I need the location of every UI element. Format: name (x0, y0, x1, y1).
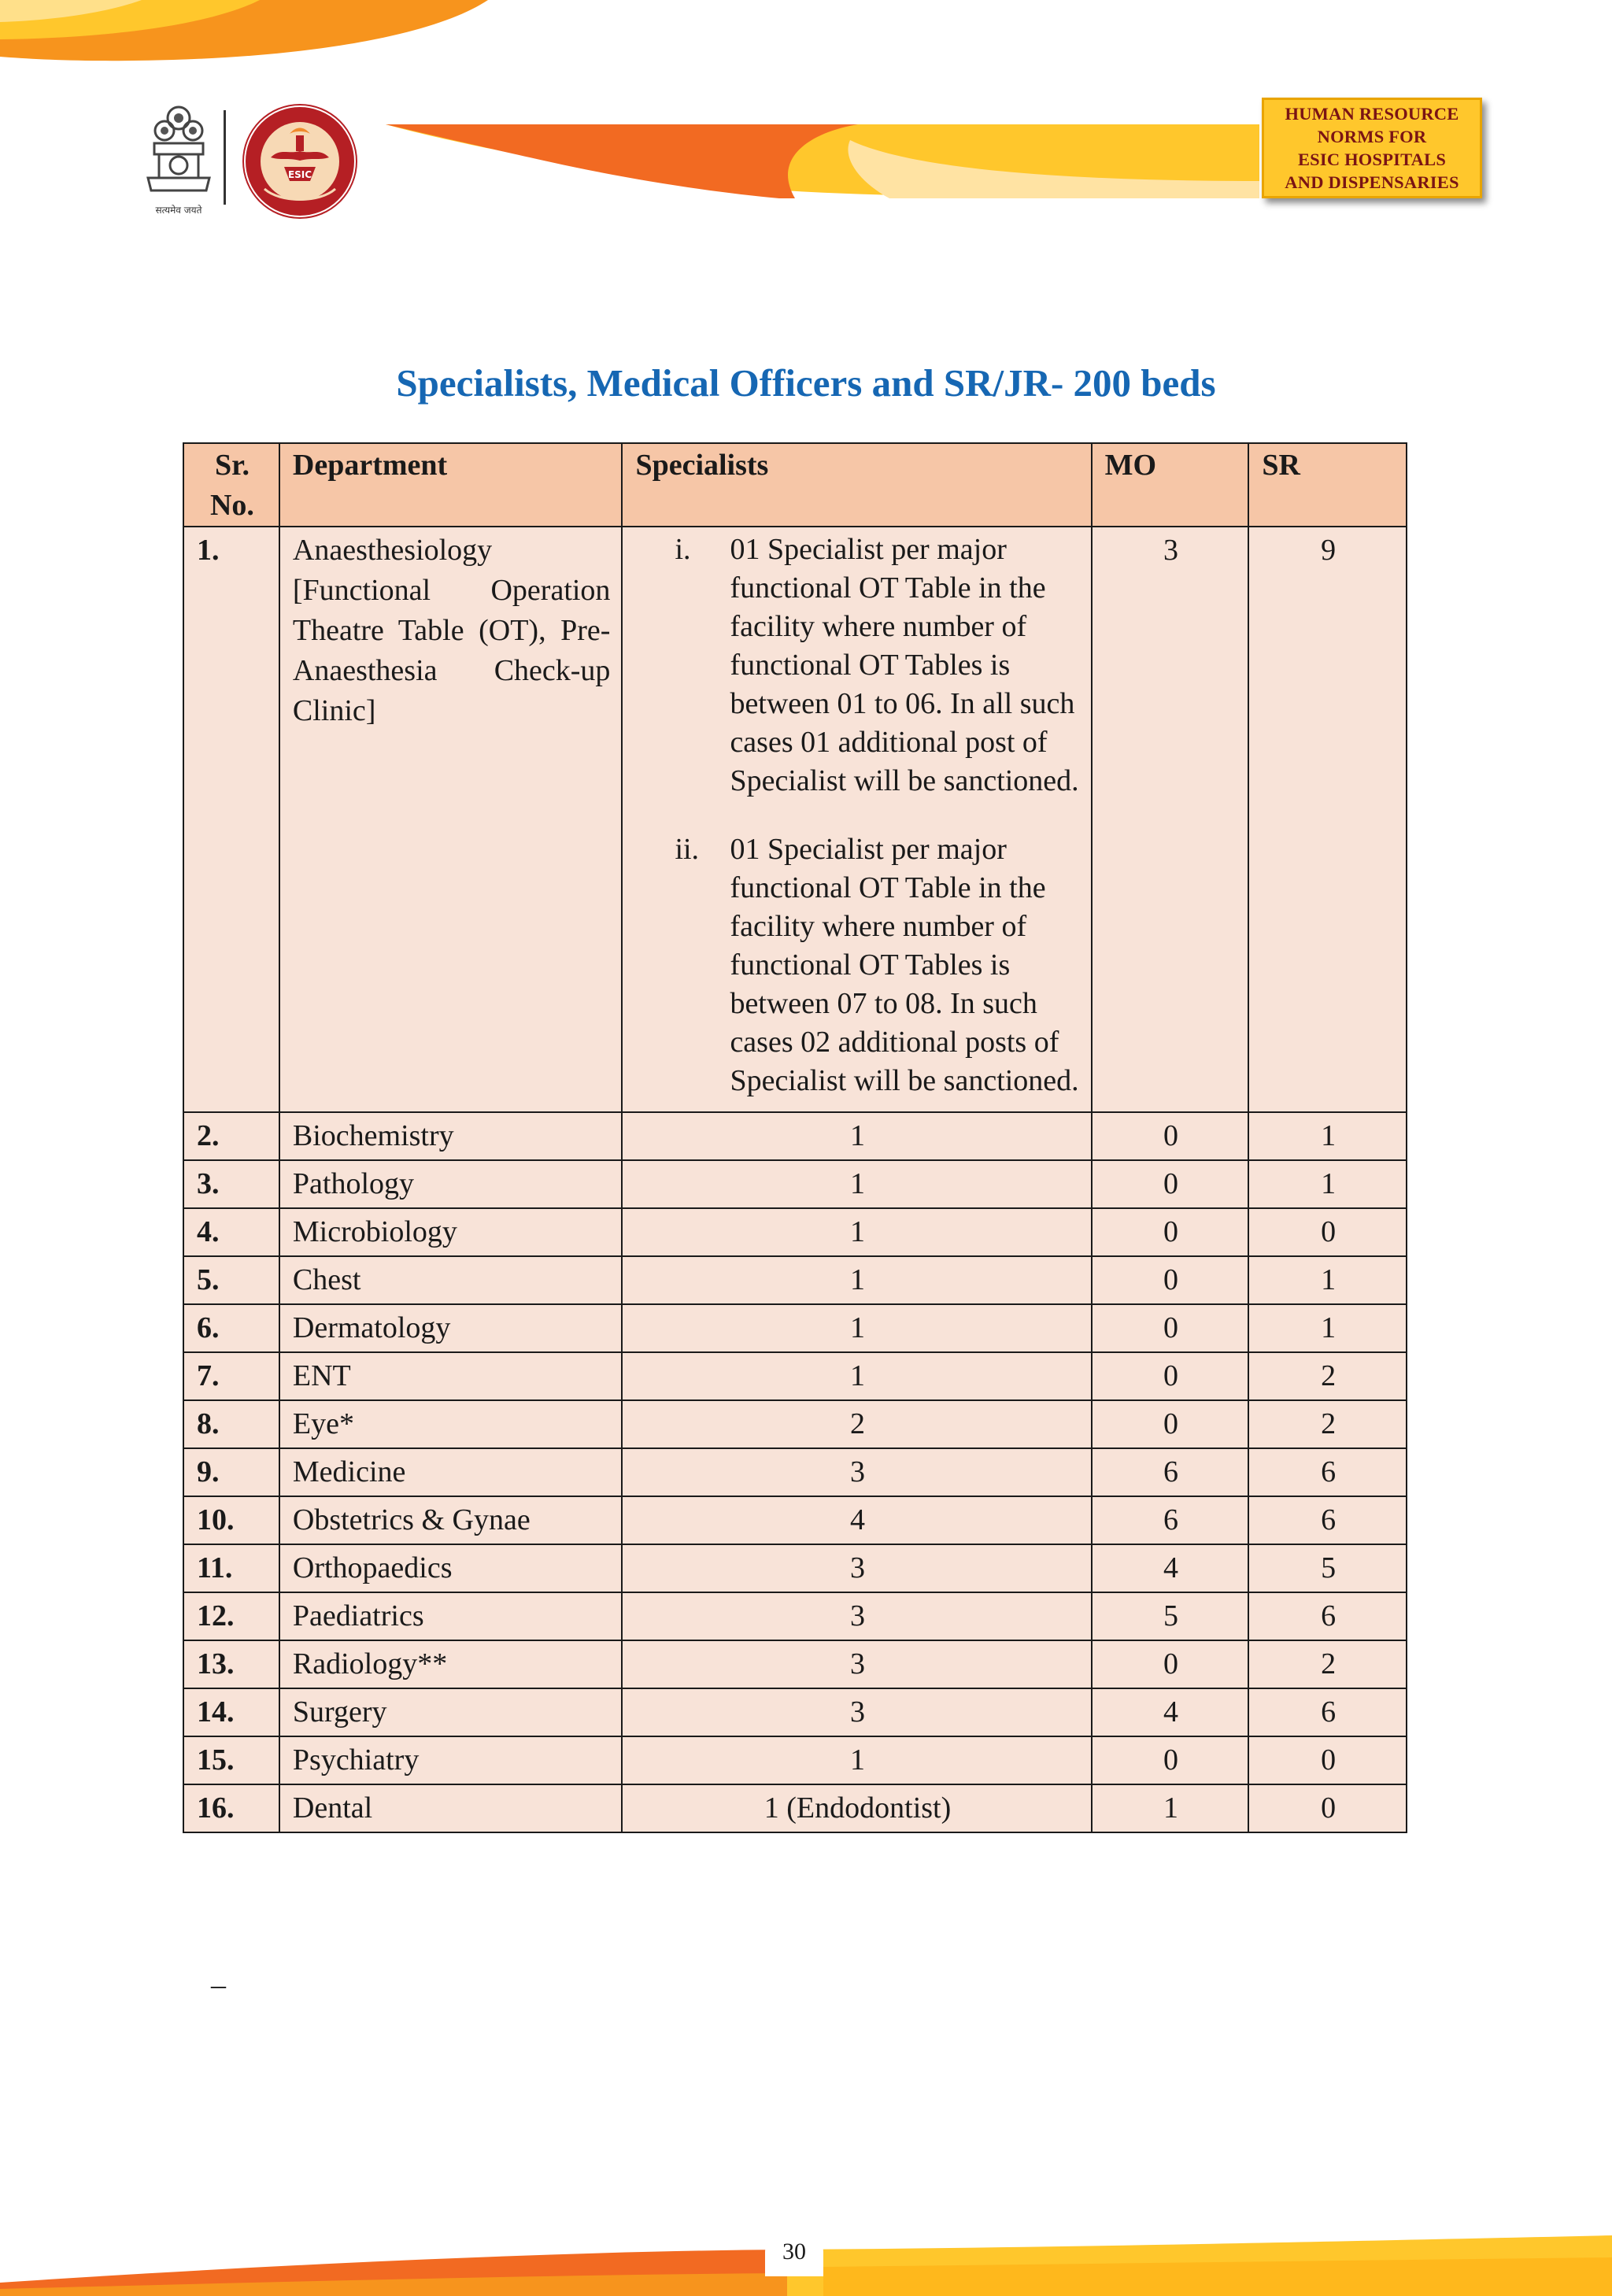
row-sr-no: 14. (183, 1688, 279, 1736)
row-sr-no: 3. (183, 1160, 279, 1208)
row-sr: 0 (1248, 1736, 1407, 1784)
row-department: Eye* (279, 1400, 623, 1448)
row-department: Psychiatry (279, 1736, 623, 1784)
header-sr: SR (1248, 443, 1407, 527)
row-sr-no: 2. (183, 1112, 279, 1160)
row-sr-no: 1. (183, 527, 279, 1112)
logo-divider (224, 110, 226, 205)
list-text: 01 Specialist per major functional OT Table in the facility where number of functional OT Tables is between 01 to 06. In all such cases 01 additional post of Specialist will be sanctioned. (730, 533, 1079, 797)
row-department: Paediatrics (279, 1592, 623, 1640)
header-sr-no: Sr. No. (183, 443, 279, 527)
row-department: Biochemistry (279, 1112, 623, 1160)
row-mo: 0 (1092, 1736, 1249, 1784)
table-row (183, 1784, 1407, 1832)
specialist-rules-list (635, 531, 1079, 1100)
national-emblem-icon (143, 102, 214, 203)
row-sr: 6 (1248, 1688, 1407, 1736)
row-mo: 0 (1092, 1400, 1249, 1448)
list-item (635, 830, 1079, 1100)
row-department: Radiology** (279, 1640, 623, 1688)
row-specialists: 2 (622, 1400, 1091, 1448)
row-specialists: 1 (622, 1208, 1091, 1256)
row-specialists: 3 (622, 1688, 1091, 1736)
document-series-badge (1262, 98, 1482, 198)
badge-line: NORMS FOR (1317, 127, 1427, 146)
table-row (183, 1352, 1407, 1400)
table-row (183, 1592, 1407, 1640)
row-mo: 0 (1092, 1640, 1249, 1688)
table-body (183, 1112, 1407, 1832)
row-specialists: 3 (622, 1640, 1091, 1688)
table-row (183, 527, 1407, 1112)
row-sr-no: 16. (183, 1784, 279, 1832)
row-mo: 4 (1092, 1688, 1249, 1736)
row-sr: 6 (1248, 1448, 1407, 1496)
staffing-table (183, 442, 1407, 1833)
row-specialists: 1 (622, 1304, 1091, 1352)
row-specialists: 1 (622, 1736, 1091, 1784)
row-mo: 0 (1092, 1352, 1249, 1400)
row-sr: 1 (1248, 1160, 1407, 1208)
row-mo: 0 (1092, 1256, 1249, 1304)
row-sr: 2 (1248, 1352, 1407, 1400)
row-sr-no: 10. (183, 1496, 279, 1544)
list-marker: i. (675, 533, 691, 566)
row-specialists: 3 (622, 1592, 1091, 1640)
row-department: Surgery (279, 1688, 623, 1736)
row-department: Pathology (279, 1160, 623, 1208)
table-row (183, 1256, 1407, 1304)
row-sr-no: 8. (183, 1400, 279, 1448)
list-item (635, 531, 1079, 800)
table-row (183, 1736, 1407, 1784)
row-mo: 3 (1092, 527, 1249, 1112)
emblem-caption: सत्यमेव जयते (155, 205, 202, 216)
row-specialists: 1 (622, 1256, 1091, 1304)
table-row (183, 1304, 1407, 1352)
table-row (183, 1688, 1407, 1736)
badge-line: HUMAN RESOURCE (1285, 104, 1459, 124)
row-department: Orthopaedics (279, 1544, 623, 1592)
row-sr-no: 11. (183, 1544, 279, 1592)
row-department: Dental (279, 1784, 623, 1832)
row-specialists: 3 (622, 1448, 1091, 1496)
badge-line: AND DISPENSARIES (1285, 172, 1459, 192)
row-sr: 0 (1248, 1784, 1407, 1832)
page-title: Specialists, Medical Officers and SR/JR- 200 beds (396, 361, 1216, 405)
row-sr: 2 (1248, 1640, 1407, 1688)
row-sr: 6 (1248, 1496, 1407, 1544)
row-sr: 0 (1248, 1208, 1407, 1256)
list-marker: ii. (675, 833, 700, 866)
row-sr: 1 (1248, 1112, 1407, 1160)
table-row (183, 1496, 1407, 1544)
row-mo: 0 (1092, 1112, 1249, 1160)
page-number: 30 (765, 2228, 823, 2276)
row-department: Chest (279, 1256, 623, 1304)
row-sr-no: 4. (183, 1208, 279, 1256)
esic-logo-text: ESIC (287, 169, 312, 180)
row-mo: 0 (1092, 1208, 1249, 1256)
header-department: Department (279, 443, 623, 527)
table-header-row (183, 443, 1407, 527)
row-sr: 2 (1248, 1400, 1407, 1448)
row-sr-no: 5. (183, 1256, 279, 1304)
row-specialists (622, 527, 1091, 1112)
row-sr: 1 (1248, 1304, 1407, 1352)
row-specialists: 4 (622, 1496, 1091, 1544)
table-row (183, 1544, 1407, 1592)
header-mo: MO (1092, 443, 1249, 527)
row-department: Dermatology (279, 1304, 623, 1352)
row-specialists: 1 (622, 1112, 1091, 1160)
row-sr-no: 7. (183, 1352, 279, 1400)
row-sr: 1 (1248, 1256, 1407, 1304)
row-department: ENT (279, 1352, 623, 1400)
row-sr-no: 12. (183, 1592, 279, 1640)
row-mo: 0 (1092, 1304, 1249, 1352)
table-row (183, 1112, 1407, 1160)
row-specialists: 3 (622, 1544, 1091, 1592)
row-department: Obstetrics & Gynae (279, 1496, 623, 1544)
row-sr: 5 (1248, 1544, 1407, 1592)
row-department: Anaesthesiology [Functional Operation Theatre Table (OT), Pre-Anaesthesia Check-up Clinic] (279, 527, 623, 1112)
footnote-dash: – (211, 1969, 226, 2002)
esic-logo-icon (241, 102, 359, 220)
row-specialists: 1 (622, 1160, 1091, 1208)
table-row (183, 1400, 1407, 1448)
row-sr-no: 6. (183, 1304, 279, 1352)
badge-line: ESIC HOSPITALS (1297, 150, 1447, 169)
table-row (183, 1640, 1407, 1688)
row-mo: 1 (1092, 1784, 1249, 1832)
row-specialists: 1 (Endodontist) (622, 1784, 1091, 1832)
row-sr-no: 15. (183, 1736, 279, 1784)
row-sr-no: 13. (183, 1640, 279, 1688)
row-mo: 6 (1092, 1496, 1249, 1544)
table-row (183, 1208, 1407, 1256)
table-row (183, 1448, 1407, 1496)
list-text: 01 Specialist per major functional OT Table in the facility where number of functional OT Tables is between 07 to 08. In such cases 02 additional posts of Specialist will be sanctioned. (730, 833, 1079, 1097)
row-specialists: 1 (622, 1352, 1091, 1400)
row-mo: 6 (1092, 1448, 1249, 1496)
row-sr: 6 (1248, 1592, 1407, 1640)
row-mo: 4 (1092, 1544, 1249, 1592)
table-row (183, 1160, 1407, 1208)
row-department: Medicine (279, 1448, 623, 1496)
row-mo: 0 (1092, 1160, 1249, 1208)
row-sr-no: 9. (183, 1448, 279, 1496)
header-specialists: Specialists (622, 443, 1091, 527)
row-mo: 5 (1092, 1592, 1249, 1640)
row-sr: 9 (1248, 527, 1407, 1112)
row-department: Microbiology (279, 1208, 623, 1256)
